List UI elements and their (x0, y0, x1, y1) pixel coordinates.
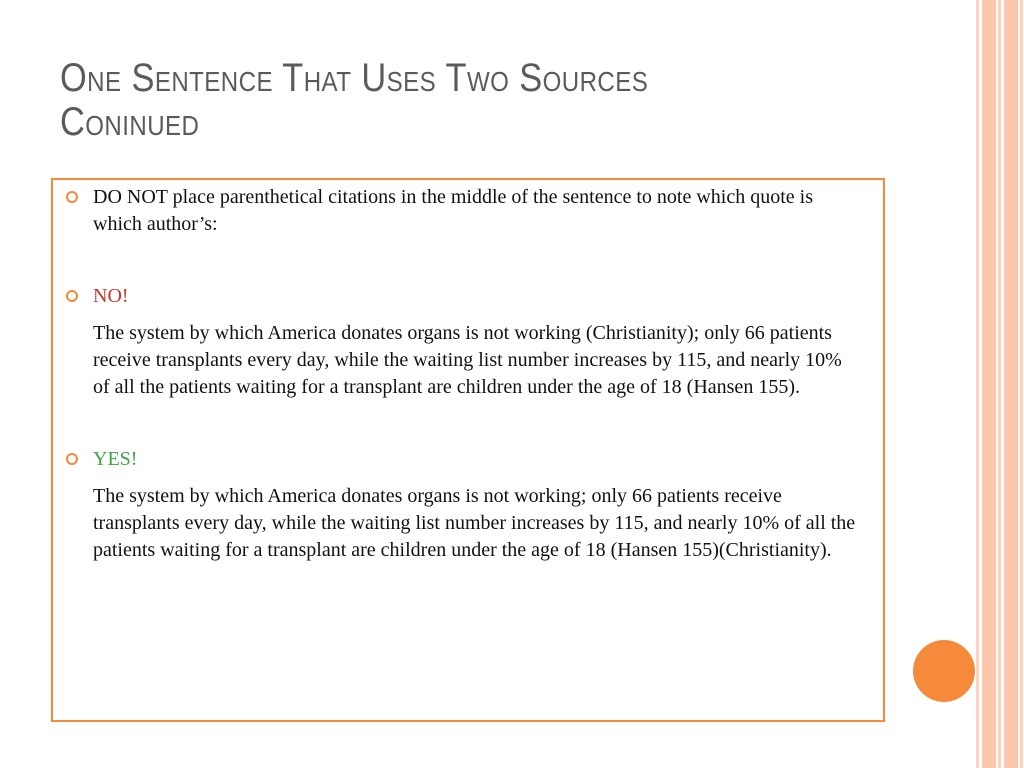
bullet-item (60, 184, 860, 238)
stripe (982, 0, 996, 768)
bullet-text: DO NOT place parenthetical citations in the middle of the sentence to note which quote is which author’s: (93, 186, 813, 235)
circle-bullet-icon (66, 453, 78, 465)
stripe (1004, 0, 1018, 768)
bullet-list (60, 184, 860, 564)
slide-title-line-2: Coninued (60, 100, 200, 144)
slide-title-line-1: One Sentence That Uses Two Sources (60, 56, 649, 100)
stripe (976, 0, 979, 768)
bullet-item (60, 446, 860, 473)
decorative-circle (913, 640, 975, 702)
bullet-item (60, 283, 860, 310)
circle-bullet-icon (66, 191, 78, 203)
example-yes-text: The system by which America donates organs is not working; only 66 patients receive transplants every day, while the waiting list number increases by 115, and nearly 10% of all the patients waiting for a transplant are children under the age of 18 (Hansen 155)(Christianity). (93, 485, 856, 561)
stripe (1020, 0, 1023, 768)
stripe (998, 0, 1001, 768)
bullet-text-no: NO! (93, 285, 129, 307)
bullet-text-yes: YES! (93, 448, 138, 470)
slide-title (60, 56, 748, 144)
decorative-stripes (976, 0, 1024, 768)
example-no-text: The system by which America donates organs is not working (Christianity); only 66 patients receive transplants every day, while the waiting list number increases by 115, and nearly 10% of all the patients waiting for a transplant are children under the age of 18 (Hansen 155). (93, 322, 842, 398)
circle-bullet-icon (66, 290, 78, 302)
